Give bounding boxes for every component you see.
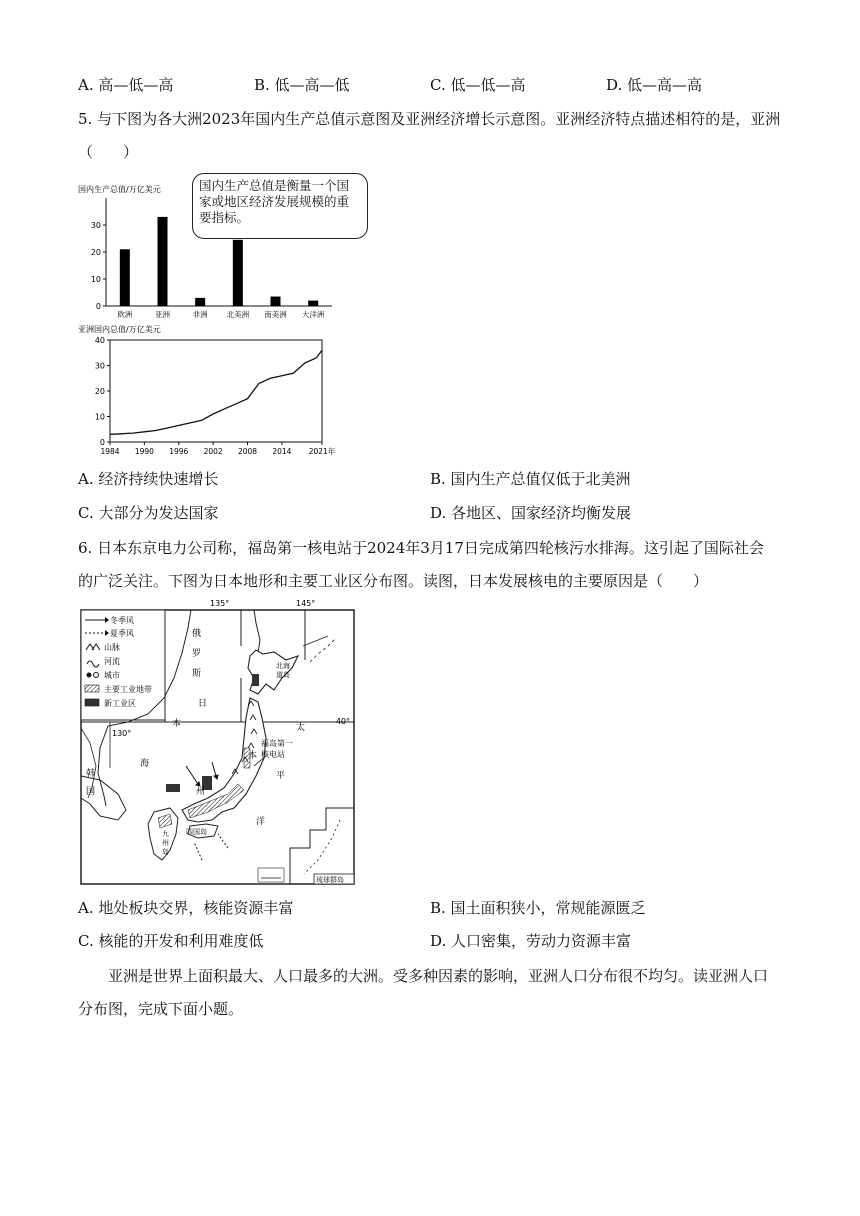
- line-xtick-label: 2002: [203, 447, 223, 456]
- bar-ylabel: 国内生产总值/万亿美元: [78, 185, 161, 194]
- lat-40-label: 40°: [335, 717, 350, 726]
- svg-text:山脉: 山脉: [104, 643, 120, 652]
- q5-option-d: D. 各地区、国家经济均衡发展: [430, 504, 632, 522]
- kyushu-label-2: 州: [162, 839, 169, 847]
- bar-非洲: [195, 298, 205, 306]
- honshu-label-1: 本: [248, 751, 258, 761]
- bar-亚洲: [158, 217, 168, 306]
- bar-ytick-label: 0: [95, 302, 101, 311]
- bar-欧洲: [120, 249, 130, 306]
- q6-option-a: A. 地处板块交界，核能资源丰富: [78, 899, 294, 917]
- line-xtick-label: 2021年: [308, 447, 336, 456]
- svg-text:河流: 河流: [104, 657, 120, 666]
- svg-text:城市: 城市: [104, 671, 120, 680]
- bar-南美洲: [271, 297, 281, 306]
- line-plot-frame: [110, 340, 322, 442]
- korea-label-1: 韩: [86, 769, 96, 779]
- bar-ytick-label: 20: [90, 248, 101, 257]
- honshu-label-2: 州: [196, 787, 206, 797]
- line-xtick-label: 1990: [134, 447, 154, 456]
- line-xtick-label: 1996: [169, 447, 189, 456]
- fukushima-label-2: 核电站: [261, 750, 285, 759]
- line-ytick-label: 20: [94, 387, 105, 396]
- line-ytick-label: 10: [94, 412, 105, 422]
- bar-ytick-label: 30: [90, 221, 101, 230]
- honshu-new-industrial: [166, 784, 180, 792]
- ryukyu-label: 琉球群岛: [316, 876, 344, 884]
- hokkaido-industrial-zone: [252, 674, 259, 686]
- lon-130-label: 130°: [112, 729, 132, 738]
- bar-category-label: 南美洲: [264, 310, 287, 319]
- pacific-label-3: 洋: [256, 817, 266, 827]
- q4-option-c: C. 低—低—高: [430, 76, 526, 94]
- japan-sea-label-ri: 日: [198, 699, 208, 709]
- q6-option-c: C. 核能的开发和利用难度低: [78, 932, 264, 950]
- russia-label-2: 罗: [192, 649, 202, 659]
- line-xtick-label: 2014: [272, 447, 292, 456]
- hokkaido-label-2: 道岛: [276, 671, 290, 679]
- bar-category-label: 北美洲: [226, 310, 250, 319]
- svg-text:夏季风: 夏季风: [110, 629, 134, 638]
- q5-stem-line1: 5. 与下图为各大洲2023年国内生产总值示意图及亚洲经济增长示意图。亚洲经济特点描述相符的是，亚洲: [78, 110, 781, 128]
- bar-category-label: 欧洲: [117, 310, 133, 319]
- bar-大洋洲: [308, 301, 318, 306]
- q5-stem-line2: （ ）: [78, 143, 139, 161]
- q5-option-a: A. 经济持续快速增长: [78, 470, 219, 488]
- lon-145-label: 145°: [296, 599, 316, 608]
- japan-sea-label-hai: 海: [140, 759, 150, 769]
- asia-gdp-series-line: [110, 350, 322, 434]
- russia-label-1: 俄: [192, 629, 202, 639]
- lon-135-label: 135°: [210, 599, 230, 608]
- hokkaido-label-1: 北海: [276, 662, 290, 670]
- line-axes: [95, 336, 336, 456]
- q6-option-d: D. 人口密集，劳动力资源丰富: [430, 932, 632, 950]
- pacific-label-2: 平: [276, 771, 286, 781]
- fukushima-label-1: 福岛第一: [261, 739, 293, 748]
- q4-option-a: A. 高—低—高: [78, 76, 174, 94]
- line-ylabel: 亚洲国内总值/万亿美元: [78, 325, 161, 334]
- japan-map: [78, 598, 358, 888]
- intro-line1: 亚洲是世界上面积最大、人口最多的大洲。受多种因素的影响，亚洲人口分布很不均匀。读亚洲人口: [108, 967, 769, 985]
- svg-text:冬季风: 冬季风: [110, 616, 134, 625]
- line-xtick-label: 2008: [237, 447, 258, 456]
- q4-option-d: D. 低—高—高: [606, 76, 703, 94]
- kyushu-label-3: 岛: [162, 848, 169, 856]
- q6-stem-line2: 的广泛关注。下图为日本地形和主要工业区分布图。读图，日本发展核电的主要原因是（ ）: [78, 572, 709, 590]
- map-scale: [258, 868, 284, 882]
- line-ytick-label: 30: [94, 361, 105, 371]
- korea-label-2: 国: [86, 787, 96, 797]
- kyushu-label-1: 九: [162, 830, 169, 838]
- pacific-label-1: 太: [296, 723, 306, 733]
- shikoku-label: 四国岛: [186, 828, 207, 836]
- line-xtick-label: 1984: [100, 447, 120, 456]
- intro-line2: 分布图，完成下面小题。: [78, 1000, 244, 1018]
- q6-option-b: B. 国土面积狭小，常规能源匮乏: [430, 899, 646, 917]
- bar-category-label: 大洋洲: [301, 310, 325, 319]
- q5-option-c: C. 大部分为发达国家: [78, 504, 219, 522]
- gdp-definition-callout: 国内生产总值是衡量一个国家或地区经济发展规模的重要指标。: [192, 173, 368, 239]
- svg-text:新工业区: 新工业区: [104, 699, 136, 708]
- bar-北美洲: [233, 240, 243, 306]
- bar-category-label: 亚洲: [155, 310, 170, 319]
- bar-ytick-label: 10: [90, 275, 101, 284]
- q5-option-b: B. 国内生产总值仅低于北美洲: [430, 470, 631, 488]
- q4-option-b: B. 低—高—低: [254, 76, 350, 94]
- japan-sea-label-ben: 本: [172, 719, 182, 729]
- svg-text:主要工业地带: 主要工业地带: [104, 685, 152, 694]
- line-ytick-label: 40: [94, 336, 105, 345]
- bar-category-label: 非洲: [192, 310, 208, 319]
- q6-stem-line1: 6. 日本东京电力公司称，福岛第一核电站于2024年3月17日完成第四轮核污水排海。这引起了国际社会: [78, 539, 764, 557]
- russia-label-3: 斯: [192, 669, 202, 679]
- line-ytick-label: 0: [99, 438, 105, 447]
- asia-gdp-line-chart: [70, 322, 350, 460]
